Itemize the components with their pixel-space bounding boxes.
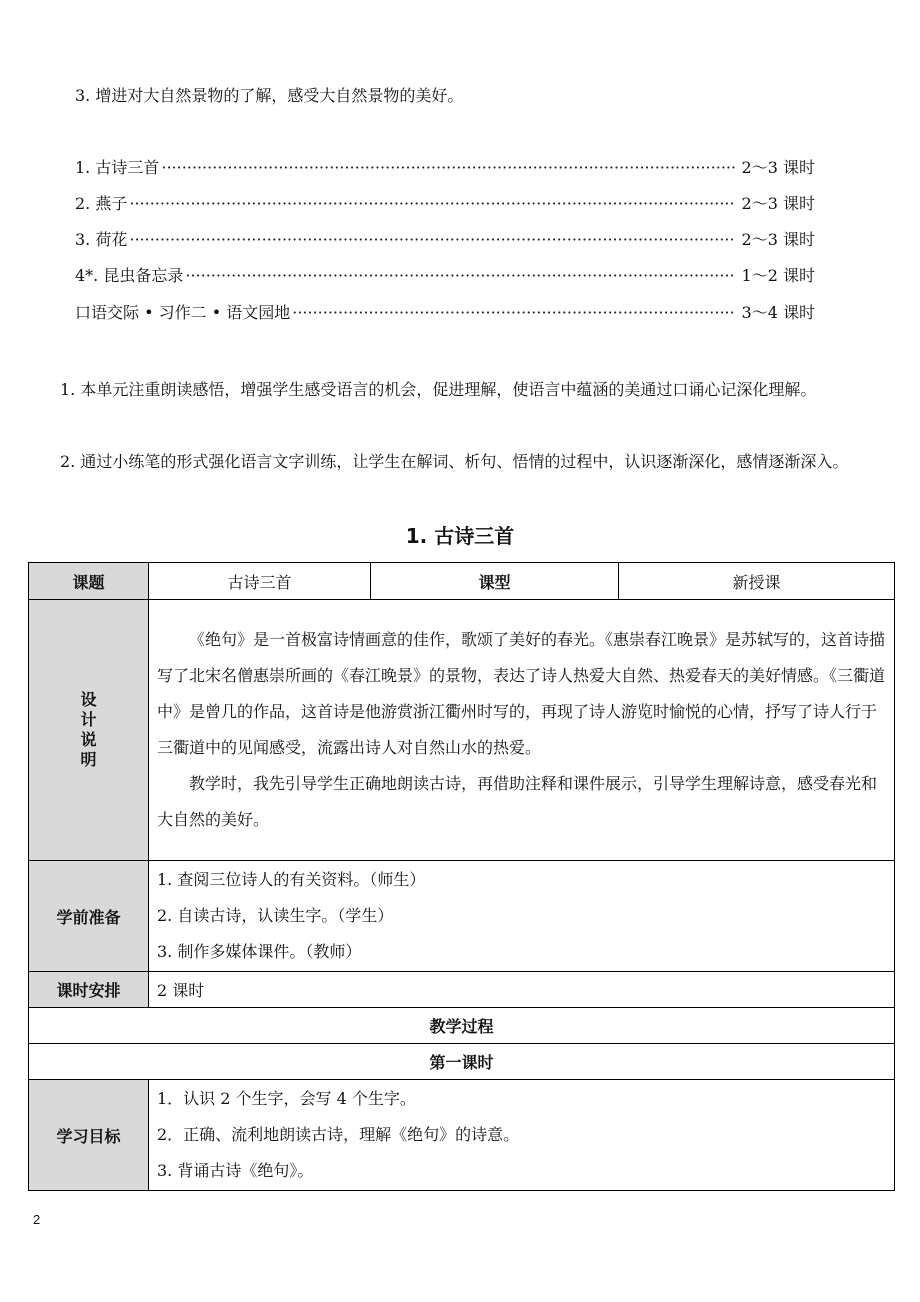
toc-time: 2～3 课时 [741,158,815,177]
hours-value: 2 课时 [149,972,895,1008]
toc-leader [161,150,735,186]
toc-leader [129,222,735,258]
goal-item: 1．认识 2 个生字，会写 4 个生字。 [157,1089,416,1108]
table-row [29,1080,895,1191]
toc-time: 1～2 课时 [741,266,815,285]
toc-label: 4*. 昆虫备忘录 [75,266,184,285]
toc-label: 口语交际 • 习作二 • 语文园地 [75,303,291,322]
lesson-plan-table [28,562,895,1191]
unit-note-2: 2. 通过小练笔的形式强化语言文字训练，让学生在解词、析句、悟情的过程中，认识逐渐深化，感情逐渐深入。 [60,452,849,471]
design-paragraph-2: 教学时，我先引导学生正确地朗读古诗，再借助注释和课件展示，引导学生理解诗意，感受春光和大自然的美好。 [157,774,878,829]
toc-label: 1. 古诗三首 [75,158,160,177]
toc-item [75,150,815,186]
design-paragraph-1: 《绝句》是一首极富诗情画意的佳作，歌颂了美好的春光。《惠崇春江晚景》是苏轼写的，这首诗描写了北宋名僧惠崇所画的《春江晚景》的景物，表达了诗人热爱大自然、热爱春天的美好情感。《三衢道中》是曾几的作品，这首诗是他游赏浙江衢州时写的，再现了诗人游览时愉悦的心情，抒写了诗人行于三衢道中的见闻感受，流露出诗人对自然山水的热爱。 [157,630,886,757]
topic-value: 古诗三首 [149,563,371,600]
prep-item: 2. 自读古诗，认读生字。（学生） [157,906,394,925]
unit-goal-3: 3. 增进对大自然景物的了解，感受大自然景物的美好。 [75,86,464,105]
toc-item [75,295,815,331]
table-row [29,972,895,1008]
type-label: 课型 [371,563,619,600]
hours-label: 课时安排 [29,972,149,1008]
prep-item: 3. 制作多媒体课件。（教师） [157,942,362,961]
table-row [29,1008,895,1044]
toc-leader [129,186,735,222]
period-heading: 第一课时 [29,1044,895,1080]
table-row [29,1044,895,1080]
toc-item [75,222,815,258]
type-value: 新授课 [619,563,895,600]
toc-leader [292,295,735,331]
process-heading: 教学过程 [29,1008,895,1044]
goal-item: 3. 背诵古诗《绝句》。 [157,1161,314,1180]
page-number: 2 [33,1212,41,1227]
table-row [29,563,895,600]
toc-item [75,258,815,294]
toc-time: 2～3 课时 [741,230,815,249]
table-row [29,861,895,972]
toc-time: 2～3 课时 [741,194,815,213]
goal-item: 2．正确、流利地朗读古诗，理解《绝句》的诗意。 [157,1125,520,1144]
topic-label: 课题 [29,563,149,600]
toc-item [75,186,815,222]
lesson-title: 1. 古诗三首 [405,524,515,548]
goals-label: 学习目标 [29,1080,149,1191]
unit-note-1: 1. 本单元注重朗读感悟，增强学生感受语言的机会，促进理解，使语言中蕴涵的美通过口诵心记深化理解。 [60,380,817,399]
toc-time: 3～4 课时 [741,303,815,322]
design-label: 设计说明 [80,690,97,769]
toc-leader [185,258,735,294]
prep-item: 1. 查阅三位诗人的有关资料。（师生） [157,870,426,889]
toc-label: 2. 燕子 [75,194,128,213]
toc-label: 3. 荷花 [75,230,128,249]
prep-label: 学前准备 [29,861,149,972]
table-row [29,600,895,861]
